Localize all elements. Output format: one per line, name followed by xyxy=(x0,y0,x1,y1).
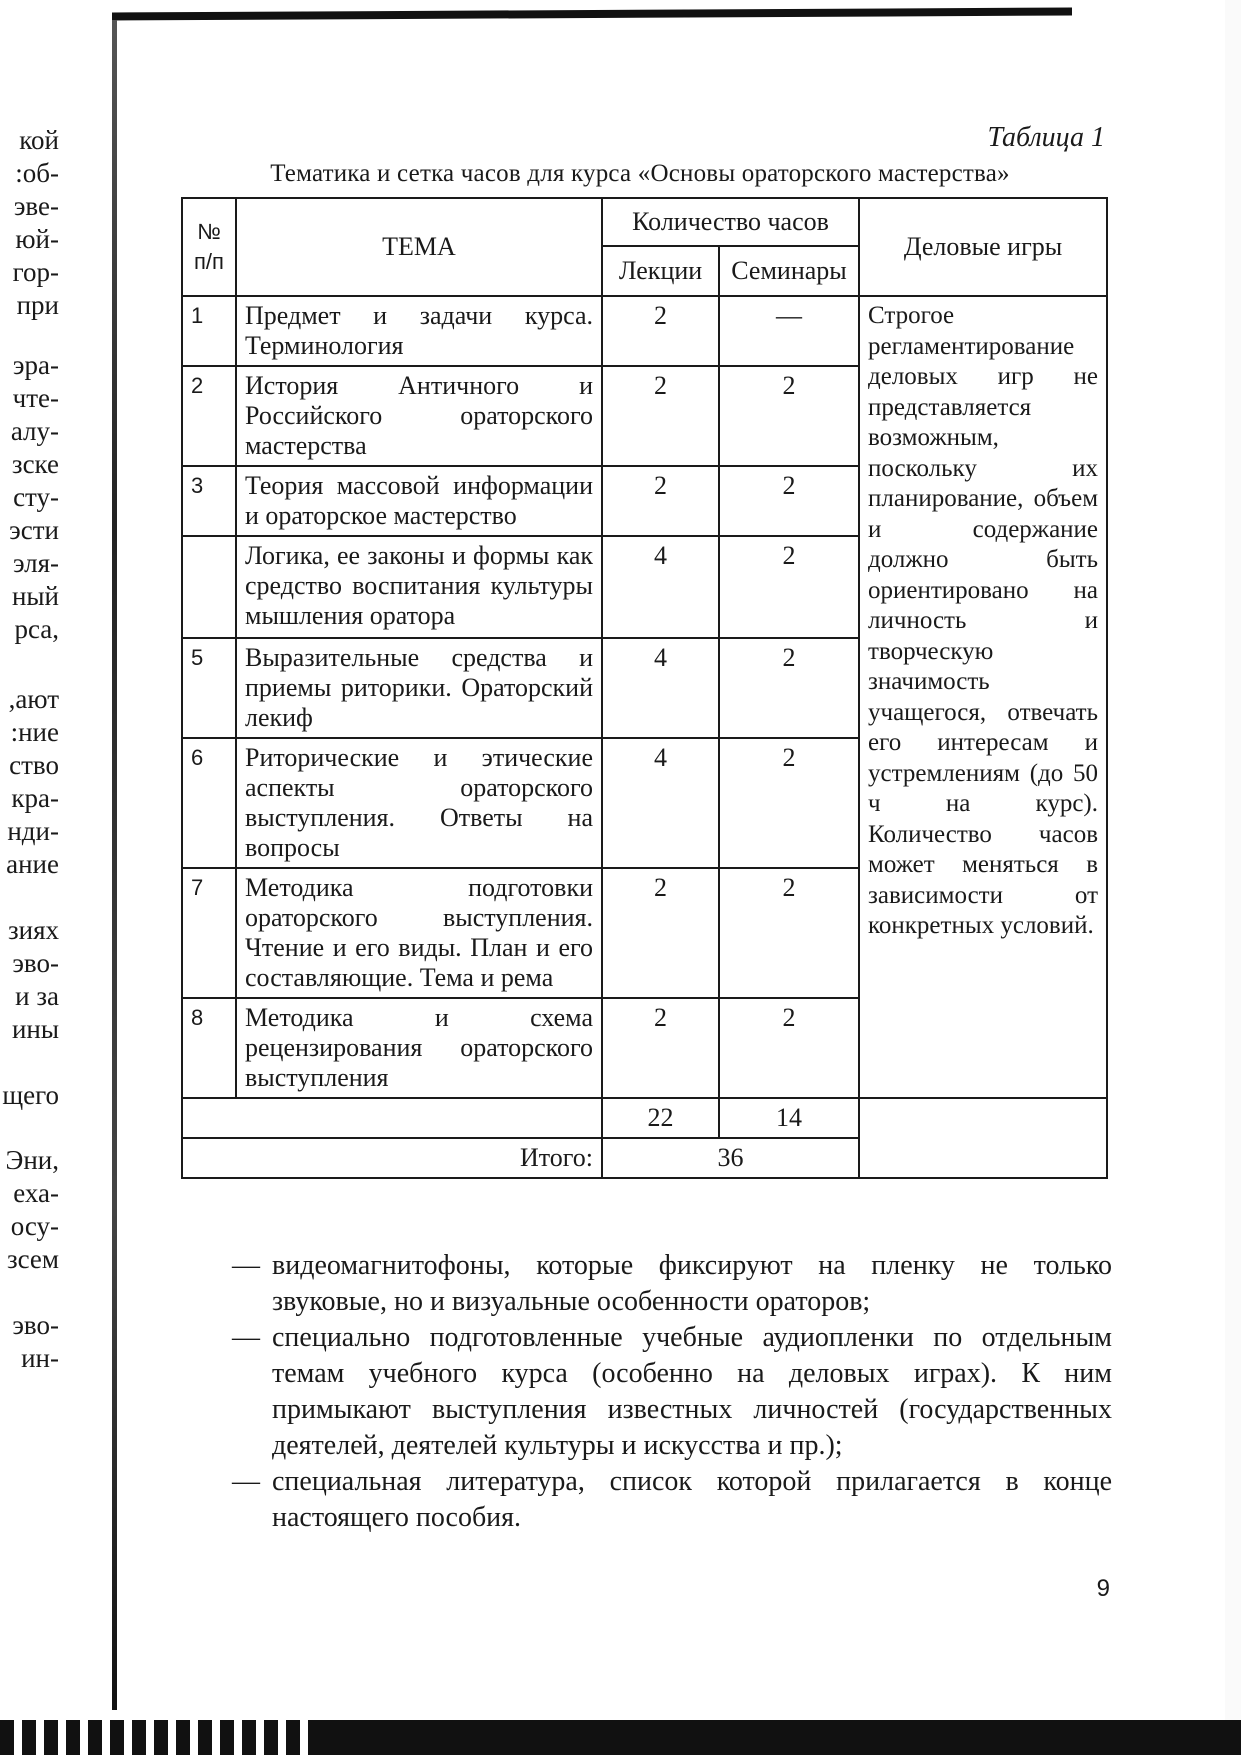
row-topic: Риторические и этические аспекты ораторского выступления. Ответы на вопросы xyxy=(236,738,602,868)
left-fragment: эво- xyxy=(12,1310,59,1340)
list-dash: — xyxy=(232,1466,260,1497)
row-num: 8 xyxy=(182,998,236,1098)
games-note: Строгое регламентирование деловых игр не представляется возможным, поскольку их планирование, объем и содержание должно быть ориентировано на личность и творческую значимость учащегося, отвечать его интересам и устремлениям (до 50 ч на курс). Количество часов может меняться в зависимости от конкретных условий. xyxy=(859,296,1107,1098)
row-num: 6 xyxy=(182,738,236,868)
left-fragment: эля- xyxy=(13,548,59,578)
page-number: 9 xyxy=(1096,1575,1110,1602)
row-topic: Теория массовой информации и ораторское мастерство xyxy=(236,466,602,536)
left-fragment: зске xyxy=(11,449,59,479)
left-fragment: сту- xyxy=(13,482,59,512)
total-value: 36 xyxy=(602,1138,859,1178)
row-lectures: 2 xyxy=(602,296,719,366)
row-seminars: 2 xyxy=(719,868,859,998)
left-fragment: :об- xyxy=(15,158,59,188)
table-caption: Тематика и сетка часов для курса «Основы ораторского мастерства» xyxy=(270,160,1010,187)
row-num: 7 xyxy=(182,868,236,998)
list-item xyxy=(232,1464,1112,1536)
total-games-cell xyxy=(859,1098,1107,1178)
row-lectures: 4 xyxy=(602,536,719,638)
header-num: № п/п xyxy=(182,198,236,296)
left-fragment: ный xyxy=(11,581,59,611)
header-games: Деловые игры xyxy=(859,198,1107,296)
total-label: Итого: xyxy=(182,1138,602,1178)
body-list xyxy=(232,1248,1112,1536)
header-hours: Количество часов xyxy=(602,198,859,246)
row-topic: Выразительные средства и приемы риторики. Ораторский лекиф xyxy=(236,638,602,738)
left-fragment: еха- xyxy=(13,1178,59,1208)
bottom-ticks xyxy=(0,1720,320,1755)
left-fragment: ство xyxy=(9,750,59,780)
row-topic: Логика, ее законы и формы как средство воспитания культуры мышления оратора xyxy=(236,536,602,638)
left-fragment: ин- xyxy=(21,1343,59,1373)
row-lectures: 2 xyxy=(602,366,719,466)
list-item xyxy=(232,1248,1112,1320)
row-num: 1 xyxy=(182,296,236,366)
left-fragment: кой xyxy=(19,125,59,155)
row-seminars: 2 xyxy=(719,738,859,868)
left-fragment: рса, xyxy=(14,614,59,644)
left-fragment: осу- xyxy=(10,1211,59,1241)
left-fragment: эво- xyxy=(12,948,59,978)
left-fragment: и за xyxy=(15,981,59,1011)
list-item xyxy=(232,1320,1112,1464)
header-seminars: Семинары xyxy=(719,246,859,296)
left-fragment: эве- xyxy=(13,191,59,221)
list-dash: — xyxy=(232,1322,260,1353)
left-fragment: гор- xyxy=(12,257,59,287)
left-fragment: эсти xyxy=(9,515,59,545)
row-seminars: 2 xyxy=(719,536,859,638)
list-item-text: видеомагнитофоны, которые фиксируют на пленку не только звуковые, но и визуальные особенности ораторов; xyxy=(272,1250,1112,1317)
left-fragment: щего xyxy=(2,1080,59,1110)
row-lectures: 2 xyxy=(602,868,719,998)
row-topic: Предмет и задачи курса. Терминология xyxy=(236,296,602,366)
table-row xyxy=(182,296,1107,366)
sum-row xyxy=(182,1098,1107,1138)
row-topic: Методика подготовки ораторского выступления. Чтение и его виды. План и его составляющие. Тема и рема xyxy=(236,868,602,998)
left-fragment: нди- xyxy=(7,816,59,846)
book-spine xyxy=(112,20,117,1710)
row-topic: Методика и схема рецензирования ораторского выступления xyxy=(236,998,602,1098)
row-seminars: 2 xyxy=(719,466,859,536)
row-seminars: — xyxy=(719,296,859,366)
row-topic: История Античного и Российского ораторского мастерства xyxy=(236,366,602,466)
row-lectures: 2 xyxy=(602,466,719,536)
list-item-text: специальная литература, список которой прилагается в конце настоящего пособия. xyxy=(272,1466,1112,1533)
left-fragment: ины xyxy=(11,1014,59,1044)
row-seminars: 2 xyxy=(719,638,859,738)
row-num: 3 xyxy=(182,466,236,536)
left-fragment: зиях xyxy=(7,915,59,945)
sum-seminars: 14 xyxy=(719,1098,859,1138)
left-page-edge xyxy=(0,110,95,1530)
left-fragment: чте- xyxy=(12,383,59,413)
right-page-edge xyxy=(1225,0,1241,1755)
row-seminars: 2 xyxy=(719,366,859,466)
header-topic: ТЕМА xyxy=(236,198,602,296)
list-item-text: специально подготовленные учебные аудиопленки по отдельным темам учебного курса (особенно на деловых играх). К ним примыкают выступления известных личностей (государственных деятелей, деятелей культуры и искусства и пр.); xyxy=(272,1322,1112,1461)
sum-row-spacer xyxy=(182,1098,602,1138)
row-seminars: 2 xyxy=(719,998,859,1098)
sum-lectures: 22 xyxy=(602,1098,719,1138)
left-fragment: при xyxy=(16,290,59,320)
left-fragment: ,ают xyxy=(8,684,59,714)
table-number: Таблица 1 xyxy=(987,122,1105,153)
bottom-scan-band xyxy=(0,1720,1241,1755)
header-lectures: Лекции xyxy=(602,246,719,296)
left-fragment: зсем xyxy=(6,1244,59,1274)
left-fragment: алу- xyxy=(10,416,59,446)
row-num: 2 xyxy=(182,366,236,466)
list-dash: — xyxy=(232,1250,260,1281)
hours-table xyxy=(181,197,1108,1179)
row-num xyxy=(182,536,236,638)
left-fragment: :ние xyxy=(10,717,59,747)
row-lectures: 4 xyxy=(602,738,719,868)
row-num: 5 xyxy=(182,638,236,738)
left-fragment: ание xyxy=(6,849,59,879)
row-lectures: 2 xyxy=(602,998,719,1098)
left-fragment: кра- xyxy=(11,783,59,813)
left-fragment: Эни, xyxy=(5,1145,59,1175)
left-fragment: эра- xyxy=(12,350,59,380)
top-rule xyxy=(112,7,1072,20)
row-lectures: 4 xyxy=(602,638,719,738)
left-fragment: юй- xyxy=(15,224,59,254)
